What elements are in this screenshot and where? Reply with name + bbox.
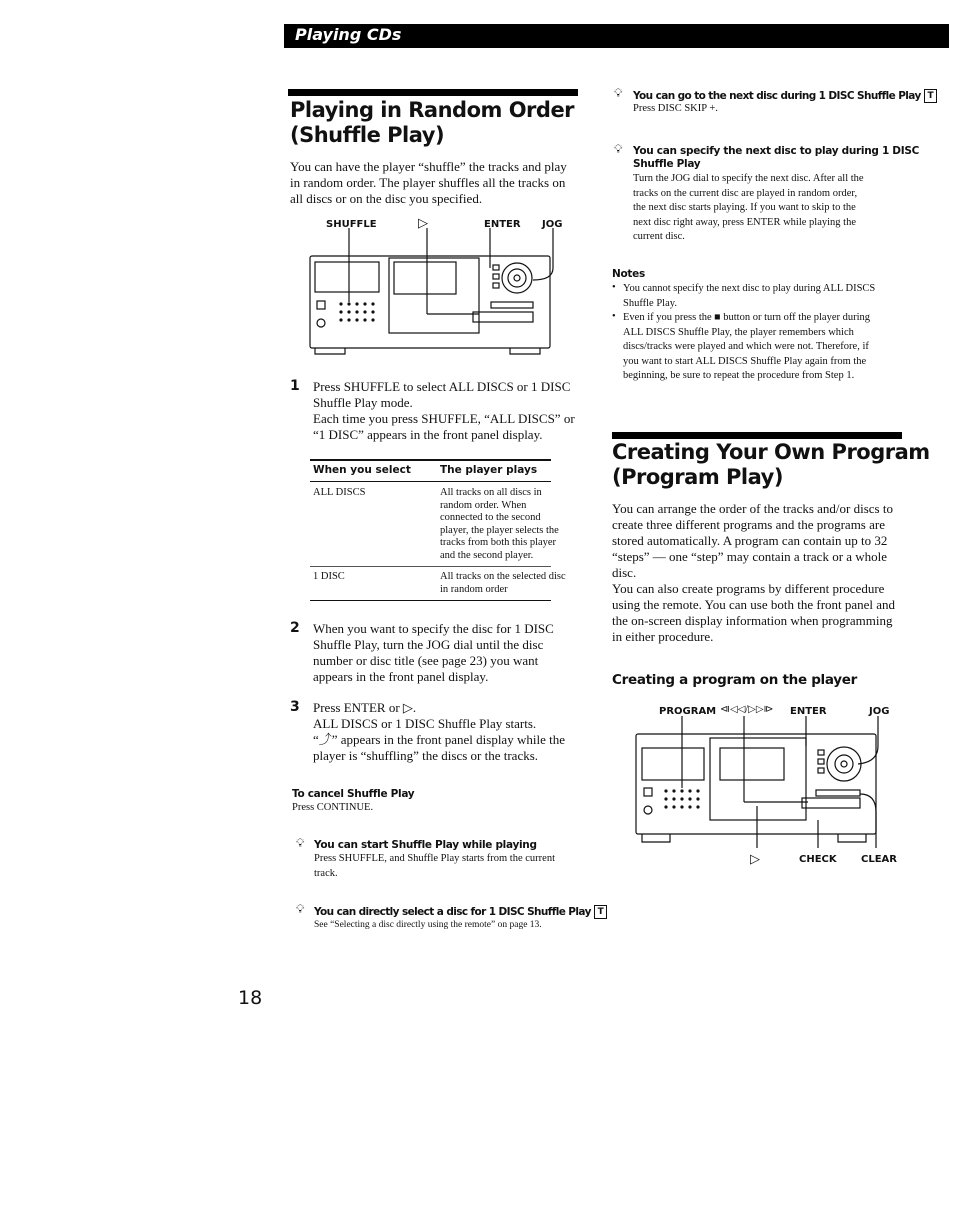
- text-line: the on-screen display information when programming: [612, 613, 893, 628]
- label-shuffle: SHUFFLE: [326, 219, 377, 230]
- label-play: ▷: [750, 851, 760, 866]
- text-line: Turn the JOG dial to specify the next disc. After all the: [633, 173, 864, 184]
- text-line: beginning, be sure to repeat the procedure from Step 1.: [623, 370, 855, 381]
- tip-text: See “Selecting a disc directly using the remote” on page 13.: [314, 920, 542, 930]
- table-header-select: When you select: [313, 464, 411, 476]
- text-line: connected to the second: [440, 512, 541, 524]
- subheading: Creating a program on the player: [612, 672, 857, 688]
- title-line: Creating Your Own Program: [612, 440, 930, 464]
- text-line: You can have the player “shuffle” the tracks and play: [290, 159, 567, 174]
- text-line: you want to start ALL DISCS Shuffle Play again from the: [623, 355, 867, 367]
- step-3-text: [313, 700, 565, 764]
- tip-heading: [314, 905, 607, 919]
- text-line: player is “shuffling” the discs or the tracks.: [313, 748, 539, 763]
- text-line: player, the player selects the: [440, 524, 559, 536]
- table-bottom-rule: [310, 600, 551, 601]
- cd-player-diagram-program: [632, 716, 882, 848]
- text-line: tracks on the current disc are played in random order,: [633, 187, 858, 199]
- tip-heading-text: You can go to the next disc during 1 DISC Shuffle Play: [633, 90, 921, 102]
- title-rule: [612, 432, 902, 439]
- table-cell: [440, 571, 566, 596]
- table-cell: [440, 487, 559, 563]
- program-intro: [612, 501, 895, 645]
- text-line: in random order: [440, 583, 508, 595]
- text-line: Press SHUFFLE to select ALL DISCS or 1 DISC: [313, 379, 571, 394]
- text-line: in random order. The player shuffles all the tracks on: [290, 175, 566, 190]
- step-number: 1: [290, 378, 300, 394]
- step-number: 2: [290, 620, 300, 636]
- table-top-rule: [310, 459, 551, 461]
- text-line: number or disc title (see page 23) you want: [313, 653, 539, 668]
- text-line: disc.: [612, 565, 637, 580]
- text-line: ALL DISCS or 1 DISC Shuffle Play starts.: [313, 716, 537, 731]
- note-bullet: •: [612, 282, 616, 293]
- text-line: Shuffle Play mode.: [313, 395, 413, 410]
- notes-heading: Notes: [612, 268, 645, 280]
- table-row-rule: [310, 566, 551, 567]
- cancel-heading: To cancel Shuffle Play: [292, 788, 415, 800]
- text-line: When you want to specify the disc for 1 DISC: [313, 621, 554, 636]
- note-bullet: •: [612, 311, 616, 322]
- lightbulb-icon: 💡︎: [614, 86, 623, 100]
- text-line: Each time you press SHUFFLE, “ALL DISCS” or: [313, 411, 575, 426]
- text-line: stored automatically. A program can contain up to 32: [612, 533, 888, 548]
- tip-heading: [633, 89, 937, 103]
- label-enter: ENTER: [484, 219, 521, 230]
- tip-heading-text: You can directly select a disc for 1 DISC Shuffle Play: [314, 906, 591, 918]
- text-line: current disc.: [633, 231, 685, 242]
- remote-icon: T: [924, 89, 937, 103]
- page-number: 18: [238, 987, 263, 1009]
- label-program: PROGRAM: [659, 706, 717, 717]
- title-rule: [288, 89, 578, 96]
- text-line: You can arrange the order of the tracks and/or discs to: [612, 501, 893, 516]
- tip-text: [314, 852, 555, 881]
- text-line: discs/tracks were played and which were not. Therefore, if: [623, 341, 869, 352]
- text-line: ALL DISCS Shuffle Play, the player remembers which: [623, 326, 854, 338]
- text-line: appears in the front panel display.: [313, 669, 489, 684]
- label-skip: ⧏◁◁/▷▷⧐: [720, 704, 774, 715]
- step-2-text: [313, 621, 554, 685]
- table-cell: 1 DISC: [313, 571, 345, 582]
- label-check: CHECK: [799, 854, 837, 865]
- section-title: Playing CDs: [295, 25, 402, 44]
- text-line: You can also create programs by different procedure: [612, 581, 885, 596]
- tip-text: Press DISC SKIP +.: [633, 103, 718, 114]
- text-line: next disc right away, press ENTER while playing the: [633, 216, 856, 228]
- lightbulb-icon: 💡︎: [614, 142, 623, 156]
- lightbulb-icon: 💡︎: [296, 902, 305, 916]
- label-jog: JOG: [869, 706, 890, 717]
- tip-heading: You can start Shuffle Play while playing: [314, 839, 537, 851]
- step-number: 3: [290, 699, 300, 715]
- table-header-plays: The player plays: [440, 464, 538, 476]
- note-item: [623, 282, 875, 311]
- cd-player-diagram-shuffle: [305, 228, 555, 360]
- text-line: Press SHUFFLE, and Shuffle Play starts from the current: [314, 853, 555, 864]
- text-line: tracks from both this player: [440, 537, 557, 549]
- note-item: [623, 311, 870, 384]
- text-line: and the second player.: [440, 549, 534, 561]
- tip-heading: [633, 145, 919, 171]
- lightbulb-icon: 💡︎: [296, 836, 305, 850]
- label-clear: CLEAR: [861, 854, 897, 865]
- text-line: All tracks on the selected disc: [440, 571, 566, 582]
- table-header-rule: [310, 481, 551, 482]
- label-jog: JOG: [542, 219, 563, 230]
- title-line: (Program Play): [612, 465, 783, 489]
- table-cell: ALL DISCS: [313, 487, 366, 498]
- text-line: You can specify the next disc to play during 1 DISC: [633, 145, 919, 157]
- text-line: Shuffle Play: [633, 158, 701, 170]
- title-line: (Shuffle Play): [290, 123, 445, 147]
- text-line: all discs or on the disc you specified.: [290, 191, 483, 206]
- tip-text: [633, 172, 864, 245]
- text-line: Even if you press the ■ button or turn off the player during: [623, 312, 871, 323]
- page-title-shuffle: [290, 98, 574, 148]
- label-enter: ENTER: [790, 706, 827, 717]
- title-line: Playing in Random Order: [290, 98, 575, 122]
- text-line: random order. When: [440, 499, 527, 511]
- text-line: “⤴” appears in the front panel display while the: [313, 732, 565, 747]
- text-line: Press ENTER or ▷.: [313, 700, 417, 715]
- text-line: using the remote. You can use both the front panel and: [612, 597, 896, 612]
- text-line: the next disc starts playing. If you want to skip to the: [633, 202, 856, 213]
- text-line: All tracks on all discs in: [440, 487, 542, 498]
- text-line: in either procedure.: [612, 629, 714, 644]
- cancel-text: Press CONTINUE.: [292, 802, 374, 813]
- text-line: create three different programs and the programs are: [612, 517, 885, 532]
- text-line: “1 DISC” appears in the front panel display.: [313, 427, 543, 442]
- shuffle-intro: [290, 159, 567, 207]
- text-line: You cannot specify the next disc to play during ALL DISCS: [623, 283, 876, 294]
- remote-icon: T: [594, 905, 607, 919]
- text-line: Shuffle Play, turn the JOG dial until the disc: [313, 637, 544, 652]
- text-line: “steps” — one “step” may contain a track or a whole: [612, 549, 888, 564]
- step-1-text: [313, 379, 575, 443]
- page-title-program: [612, 440, 930, 490]
- text-line: track.: [314, 867, 338, 879]
- text-line: Shuffle Play.: [623, 297, 677, 309]
- label-play: ▷: [418, 215, 428, 230]
